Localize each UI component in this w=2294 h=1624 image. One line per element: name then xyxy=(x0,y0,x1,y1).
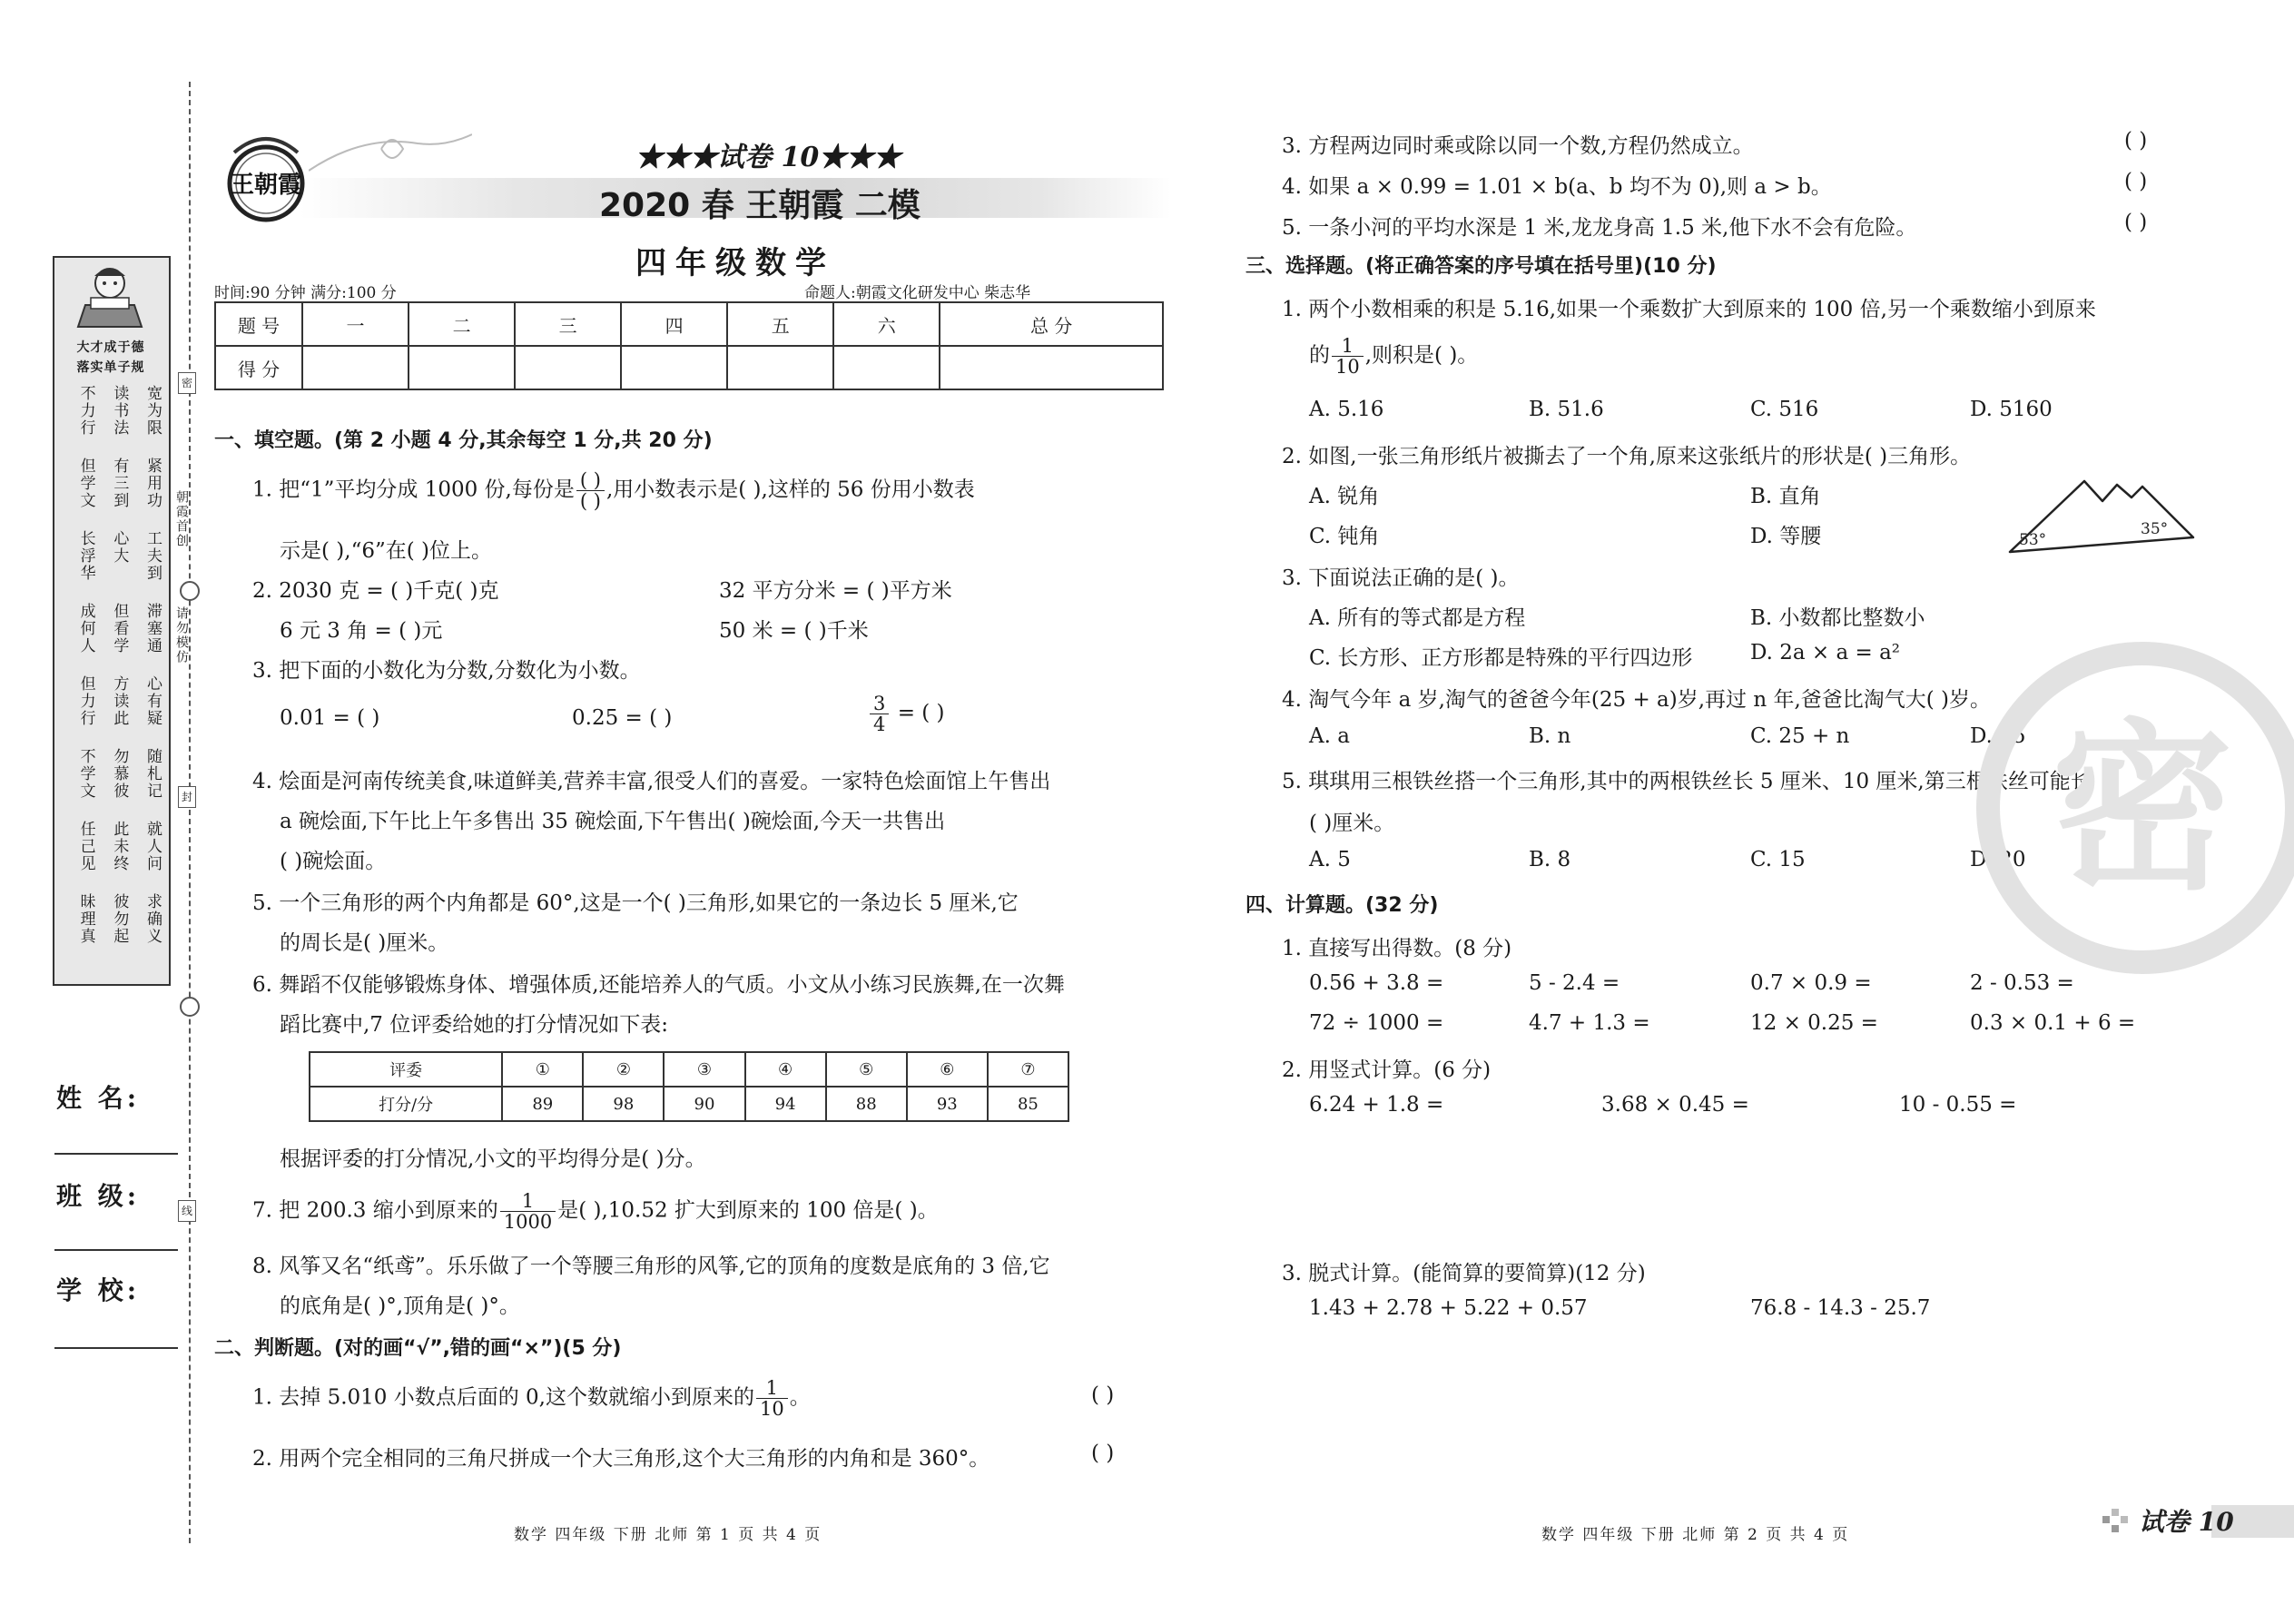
text: ,用小数表示是( ),这样的 56 份用小数表 xyxy=(605,477,975,502)
svg-text:试卷 10: 试卷 10 xyxy=(2139,1507,2234,1537)
table-cell: 得 分 xyxy=(215,346,302,389)
s3-q2-option-d[interactable]: D. 等腰 xyxy=(1750,525,1822,548)
s4-q1-item: 4.7 + 1.3 = xyxy=(1529,1011,1650,1035)
s3-q5-line2: ( )厘米。 xyxy=(1309,812,1395,835)
denominator: 1000 xyxy=(503,1211,553,1234)
name-line[interactable] xyxy=(54,1153,178,1155)
s4-q1-item: 0.56 + 3.8 = xyxy=(1309,971,1444,995)
table-cell: 评委 xyxy=(310,1052,502,1087)
paper-tag-badge xyxy=(2102,1503,2294,1540)
subject-title: 四年级数学 xyxy=(635,245,835,281)
numerator: 1 xyxy=(1332,336,1364,357)
table-cell: 98 xyxy=(583,1087,664,1121)
school-label: 学 校: xyxy=(56,1275,141,1305)
angle-label-35: 35° xyxy=(2141,520,2169,538)
s4-q2: 2. 用竖式计算。(6 分) xyxy=(1282,1058,1492,1082)
score-input-cell[interactable] xyxy=(727,346,833,389)
s3-q2-option-b[interactable]: B. 直角 xyxy=(1750,485,1821,508)
fraction xyxy=(500,1191,556,1232)
text: 是( ),10.52 扩大到原来的 100 倍是( )。 xyxy=(557,1198,939,1223)
s3-q2: 2. 如图,一张三角形纸片被撕去了一个角,原来这张纸片的形状是( )三角形。 xyxy=(1282,445,1972,468)
numerator: 1 xyxy=(500,1191,556,1212)
angle-label-53: 53° xyxy=(2019,531,2047,549)
text: 。 xyxy=(789,1385,811,1410)
s2-q4-answer-bracket[interactable]: ( ) xyxy=(2124,170,2148,193)
s3-q1-option-d[interactable]: D. 5160 xyxy=(1970,398,2053,421)
s3-q5-option-b[interactable]: B. 8 xyxy=(1529,848,1571,871)
paper-number: ★★★试卷 10★★★ xyxy=(635,142,901,173)
fraction xyxy=(870,694,889,734)
motto-col: 但看学 xyxy=(110,603,129,655)
section-3-title: 三、选择题。(将正确答案的序号填在括号里)(10 分) xyxy=(1245,255,1717,278)
fraction xyxy=(756,1378,788,1419)
s3-q1-line2 xyxy=(1309,336,1478,377)
s3-q4-option-a[interactable]: A. a xyxy=(1309,724,1350,748)
s1-q8-line2: 的底角是( )°,顶角是( )°。 xyxy=(280,1294,520,1318)
s3-q4-option-c[interactable]: C. 25 + n xyxy=(1750,724,1850,748)
binding-ring-icon xyxy=(180,997,200,1017)
s4-q1-item: 12 × 0.25 = xyxy=(1750,1011,1878,1035)
author-info: 命题人:朝霞文化研发中心 柴志华 xyxy=(804,284,1031,302)
score-input-cell[interactable] xyxy=(621,346,727,389)
s1-q3b: 0.25 = ( ) xyxy=(572,706,673,730)
text: 7. 把 200.3 缩小到原来的 xyxy=(252,1198,498,1223)
s1-q4-line2: a 碗烩面,下午比上午多售出 35 碗烩面,下午售出( )碗烩面,今天一共售出 xyxy=(280,810,946,833)
denominator: ( ) xyxy=(579,490,601,513)
s2-q3-answer-bracket[interactable]: ( ) xyxy=(2124,129,2148,153)
s3-q3: 3. 下面说法正确的是( )。 xyxy=(1282,566,1520,590)
motto-col: 心大 xyxy=(110,530,129,565)
s3-q2-option-c[interactable]: C. 钝角 xyxy=(1309,525,1380,548)
motto-col: 宽为限 xyxy=(143,385,162,437)
table-cell: ⑥ xyxy=(907,1052,988,1087)
s4-q1-item: 72 ÷ 1000 = xyxy=(1309,1011,1444,1035)
class-line[interactable] xyxy=(54,1249,178,1251)
s3-q4: 4. 淘气今年 a 岁,淘气的爸爸今年(25 + a)岁,再过 n 年,爸爸比淘气大( )岁。 xyxy=(1282,688,1992,712)
s3-q2-option-a[interactable]: A. 锐角 xyxy=(1309,485,1380,508)
table-cell: 四 xyxy=(621,302,727,346)
motto-col: 心有疑 xyxy=(143,675,162,727)
s1-q1-line1 xyxy=(252,470,975,511)
motto-col: 此未终 xyxy=(110,821,129,872)
s1-q8-line1: 8. 风筝又名“纸鸢”。乐乐做了一个等腰三角形的风筝,它的顶角的度数是底角的 3 倍,它 xyxy=(252,1255,1050,1278)
fraction xyxy=(576,470,605,511)
motto-col: 求确义 xyxy=(143,893,162,945)
motto-col: 任己见 xyxy=(76,821,95,872)
motto-col: 工夫到 xyxy=(143,530,162,582)
motto-col: 昧理真 xyxy=(76,893,95,945)
motto-col: 勿慕彼 xyxy=(110,748,129,800)
s4-q1-item: 0.3 × 0.1 + 6 = xyxy=(1970,1011,2136,1035)
s1-q2d: 50 米 = ( )千米 xyxy=(719,619,869,643)
secret-watermark-icon xyxy=(1961,626,2294,989)
s3-q5-option-d[interactable]: D. 20 xyxy=(1970,848,2026,871)
s3-q1-option-c[interactable]: C. 516 xyxy=(1750,398,1819,421)
side-note-2: 请勿模仿 xyxy=(174,606,189,664)
binding-ring-icon xyxy=(180,581,200,601)
motto-col: 长浮华 xyxy=(76,530,95,582)
numerator: ( ) xyxy=(576,470,605,491)
ribbon-decoration-icon xyxy=(309,116,472,189)
s4-q2-item: 3.68 × 0.45 = xyxy=(1601,1093,1749,1117)
s2-q5: 5. 一条小河的平均水深是 1 米,龙龙身高 1.5 米,他下水不会有危险。 xyxy=(1282,216,1917,240)
table-cell: 打分/分 xyxy=(310,1087,502,1121)
motto-line-2: 落实单子规 xyxy=(76,360,145,375)
s2-q4: 4. 如果 a × 0.99 = 1.01 × b(a、b 均不为 0),则 a > b。 xyxy=(1282,175,1832,199)
s3-q1-option-b[interactable]: B. 51.6 xyxy=(1529,398,1604,421)
s1-q5-line2: 的周长是( )厘米。 xyxy=(280,931,449,955)
seal-box-3: 线 xyxy=(178,1200,196,1222)
score-input-cell[interactable] xyxy=(302,346,409,389)
motto-col: 随札记 xyxy=(143,748,162,800)
rating-table xyxy=(309,1051,1069,1122)
table-cell: 94 xyxy=(745,1087,826,1121)
motto-col: 但力行 xyxy=(76,675,95,727)
s4-q3-item: 76.8 - 14.3 - 25.7 xyxy=(1750,1296,1931,1320)
table-cell: ④ xyxy=(745,1052,826,1087)
s3-q3-option-c[interactable]: C. 长方形、正方形都是特殊的平行四边形 xyxy=(1309,646,1693,670)
s1-q1-line2: 示是( ),“6”在( )位上。 xyxy=(280,539,492,563)
s1-q5-line1: 5. 一个三角形的两个内角都是 60°,这是一个( )三角形,如果它的一条边长 5 厘米,它 xyxy=(252,891,1019,915)
section-1-title: 一、填空题。(第 2 小题 4 分,其余每空 1 分,共 20 分) xyxy=(214,429,713,452)
text: = ( ) xyxy=(897,701,945,725)
score-input-cell[interactable] xyxy=(940,346,1163,389)
seal-box-2: 封 xyxy=(178,786,196,808)
numerator: 3 xyxy=(870,694,889,714)
text: 1. 把“1”平均分成 1000 份,每份是 xyxy=(252,477,575,502)
s3-q4-option-b[interactable]: B. n xyxy=(1529,724,1571,748)
s4-q1-item: 2 - 0.53 = xyxy=(1970,971,2074,995)
scholar-mascot-icon xyxy=(58,261,162,334)
s1-q2a: 2. 2030 克 = ( )千克( )克 xyxy=(252,579,499,603)
section-2-title: 二、判断题。(对的画“√”,错的画“×”)(5 分) xyxy=(214,1337,622,1360)
table-cell: 88 xyxy=(826,1087,907,1121)
s1-q6-line1: 6. 舞蹈不仅能够锻炼身体、增强体质,还能培养人的气质。小文从小练习民族舞,在一次舞 xyxy=(252,973,1065,997)
table-cell: 总 分 xyxy=(940,302,1163,346)
numerator: 1 xyxy=(756,1378,788,1399)
svg-text:王朝霞: 王朝霞 xyxy=(230,172,302,199)
side-note-1: 朝霞首创 xyxy=(174,490,189,548)
score-input-cell[interactable] xyxy=(833,346,940,389)
text: 的 xyxy=(1309,343,1330,368)
s1-q2c: 6 元 3 角 = ( )元 xyxy=(280,619,443,643)
class-label: 班 级: xyxy=(56,1181,141,1211)
footer-page-2: 数学 四年级 下册 北师 第 2 页 共 4 页 xyxy=(1541,1526,1850,1544)
footer-page-1: 数学 四年级 下册 北师 第 1 页 共 4 页 xyxy=(514,1526,822,1544)
score-table xyxy=(214,301,1164,390)
table-row xyxy=(310,1052,1068,1087)
table-cell: 93 xyxy=(907,1087,988,1121)
s2-q1-answer-bracket[interactable]: ( ) xyxy=(1091,1383,1115,1407)
s1-q4-line1: 4. 烩面是河南传统美食,味道鲜美,营养丰富,很受人们的喜爱。一家特色烩面馆上午售出 xyxy=(252,770,1051,793)
score-input-cell[interactable] xyxy=(409,346,515,389)
s1-q3c xyxy=(868,694,945,734)
s3-q5-line1: 5. 琪琪用三根铁丝搭一个三角形,其中的两根铁丝长 5 厘米、10 厘米,第三根铁丝可能长 xyxy=(1282,770,2092,793)
s3-q3-option-a[interactable]: A. 所有的等式都是方程 xyxy=(1309,606,1526,630)
motto-line-1: 大才成于德 xyxy=(76,340,145,355)
motto-col: 不学文 xyxy=(76,748,95,800)
s3-q1-line1: 1. 两个小数相乘的积是 5.16,如果一个乘数扩大到原来的 100 倍,另一个乘数缩小到原来 xyxy=(1282,298,2096,321)
seal-box-1: 密 xyxy=(178,372,196,394)
time-score-info: 时间:90 分钟 满分:100 分 xyxy=(214,284,397,302)
text: ,则积是( )。 xyxy=(1364,343,1479,368)
s3-q3-option-b[interactable]: B. 小数都比整数小 xyxy=(1750,606,1925,630)
torn-triangle-diagram xyxy=(2006,474,2197,556)
motto-col: 方读此 xyxy=(110,675,129,727)
svg-text:密: 密 xyxy=(2051,704,2234,915)
s1-q7 xyxy=(252,1191,939,1232)
s4-q2-item: 10 - 0.55 = xyxy=(1899,1093,2017,1117)
table-cell: 题 号 xyxy=(215,302,302,346)
school-line[interactable] xyxy=(54,1347,178,1349)
text: 1. 去掉 5.010 小数点后面的 0,这个数就缩小到原来的 xyxy=(252,1385,754,1410)
table-cell: 一 xyxy=(302,302,409,346)
table-cell: ① xyxy=(502,1052,583,1087)
s2-q5-answer-bracket[interactable]: ( ) xyxy=(2124,211,2148,234)
denominator: 4 xyxy=(873,714,886,736)
motto-col: 彼勿起 xyxy=(110,893,129,945)
table-row xyxy=(215,302,1163,346)
s1-q4-line3: ( )碗烩面。 xyxy=(280,850,387,873)
table-row xyxy=(215,346,1163,389)
s4-q1: 1. 直接写出得数。(8 分) xyxy=(1282,937,1512,960)
motto-col: 成何人 xyxy=(76,603,95,655)
table-cell: 二 xyxy=(409,302,515,346)
s2-q2-answer-bracket[interactable]: ( ) xyxy=(1091,1442,1115,1465)
s1-q6-line3: 根据评委的打分情况,小文的平均得分是( )分。 xyxy=(280,1147,706,1171)
s2-q2: 2. 用两个完全相同的三角尺拼成一个大三角形,这个大三角形的内角和是 360°。 xyxy=(252,1447,990,1471)
table-cell: ② xyxy=(583,1052,664,1087)
s2-q3: 3. 方程两边同时乘或除以同一个数,方程仍然成立。 xyxy=(1282,134,1754,158)
table-cell: 六 xyxy=(833,302,940,346)
s3-q3-option-d[interactable]: D. 2a × a = a² xyxy=(1750,641,1901,664)
denominator: 10 xyxy=(1335,356,1360,379)
s3-q5-option-c[interactable]: C. 15 xyxy=(1750,848,1806,871)
motto-col: 读书法 xyxy=(110,385,129,437)
motto-col: 紧用功 xyxy=(143,458,162,509)
s3-q5-option-a[interactable]: A. 5 xyxy=(1309,848,1351,871)
motto-col: 就人问 xyxy=(143,821,162,872)
s4-q1-item: 0.7 × 0.9 = xyxy=(1750,971,1872,995)
exam-title: 2020 春 王朝霞 二模 xyxy=(599,187,921,224)
motto-col: 不力行 xyxy=(76,385,95,437)
table-cell: 85 xyxy=(988,1087,1068,1121)
table-cell: ⑤ xyxy=(826,1052,907,1087)
table-cell: 三 xyxy=(515,302,621,346)
wangzhaoxia-logo-icon xyxy=(216,116,316,225)
table-cell: ③ xyxy=(664,1052,744,1087)
section-4-title: 四、计算题。(32 分) xyxy=(1245,894,1439,917)
s1-q6-line2: 蹈比赛中,7 位评委给她的打分情况如下表: xyxy=(280,1013,669,1037)
table-row xyxy=(310,1087,1068,1121)
table-cell: 89 xyxy=(502,1087,583,1121)
s1-q3a: 0.01 = ( ) xyxy=(280,706,380,730)
s2-q1 xyxy=(252,1378,811,1419)
motto-col: 滞塞通 xyxy=(143,603,162,655)
s4-q1-item: 5 - 2.4 = xyxy=(1529,971,1620,995)
table-cell: ⑦ xyxy=(988,1052,1068,1087)
table-cell: 五 xyxy=(727,302,833,346)
table-cell: 90 xyxy=(664,1087,744,1121)
denominator: 10 xyxy=(759,1398,784,1421)
s4-q3: 3. 脱式计算。(能简算的要简算)(12 分) xyxy=(1282,1262,1646,1285)
s1-q2b: 32 平方分米 = ( )平方米 xyxy=(719,579,952,603)
name-label: 姓 名: xyxy=(56,1083,141,1113)
motto-col: 有三到 xyxy=(110,458,129,509)
s3-q1-option-a[interactable]: A. 5.16 xyxy=(1309,398,1384,421)
score-input-cell[interactable] xyxy=(515,346,621,389)
binding-dashed-line xyxy=(189,82,191,1543)
motto-columns xyxy=(62,385,162,966)
s3-q4-option-d[interactable]: D. 25 xyxy=(1970,724,2026,748)
motto-col: 但学文 xyxy=(76,458,95,509)
s4-q3-item: 1.43 + 2.78 + 5.22 + 0.57 xyxy=(1309,1296,1588,1320)
s4-q2-item: 6.24 + 1.8 = xyxy=(1309,1093,1444,1117)
fraction xyxy=(1332,336,1364,377)
s1-q3: 3. 把下面的小数化为分数,分数化为小数。 xyxy=(252,659,641,683)
